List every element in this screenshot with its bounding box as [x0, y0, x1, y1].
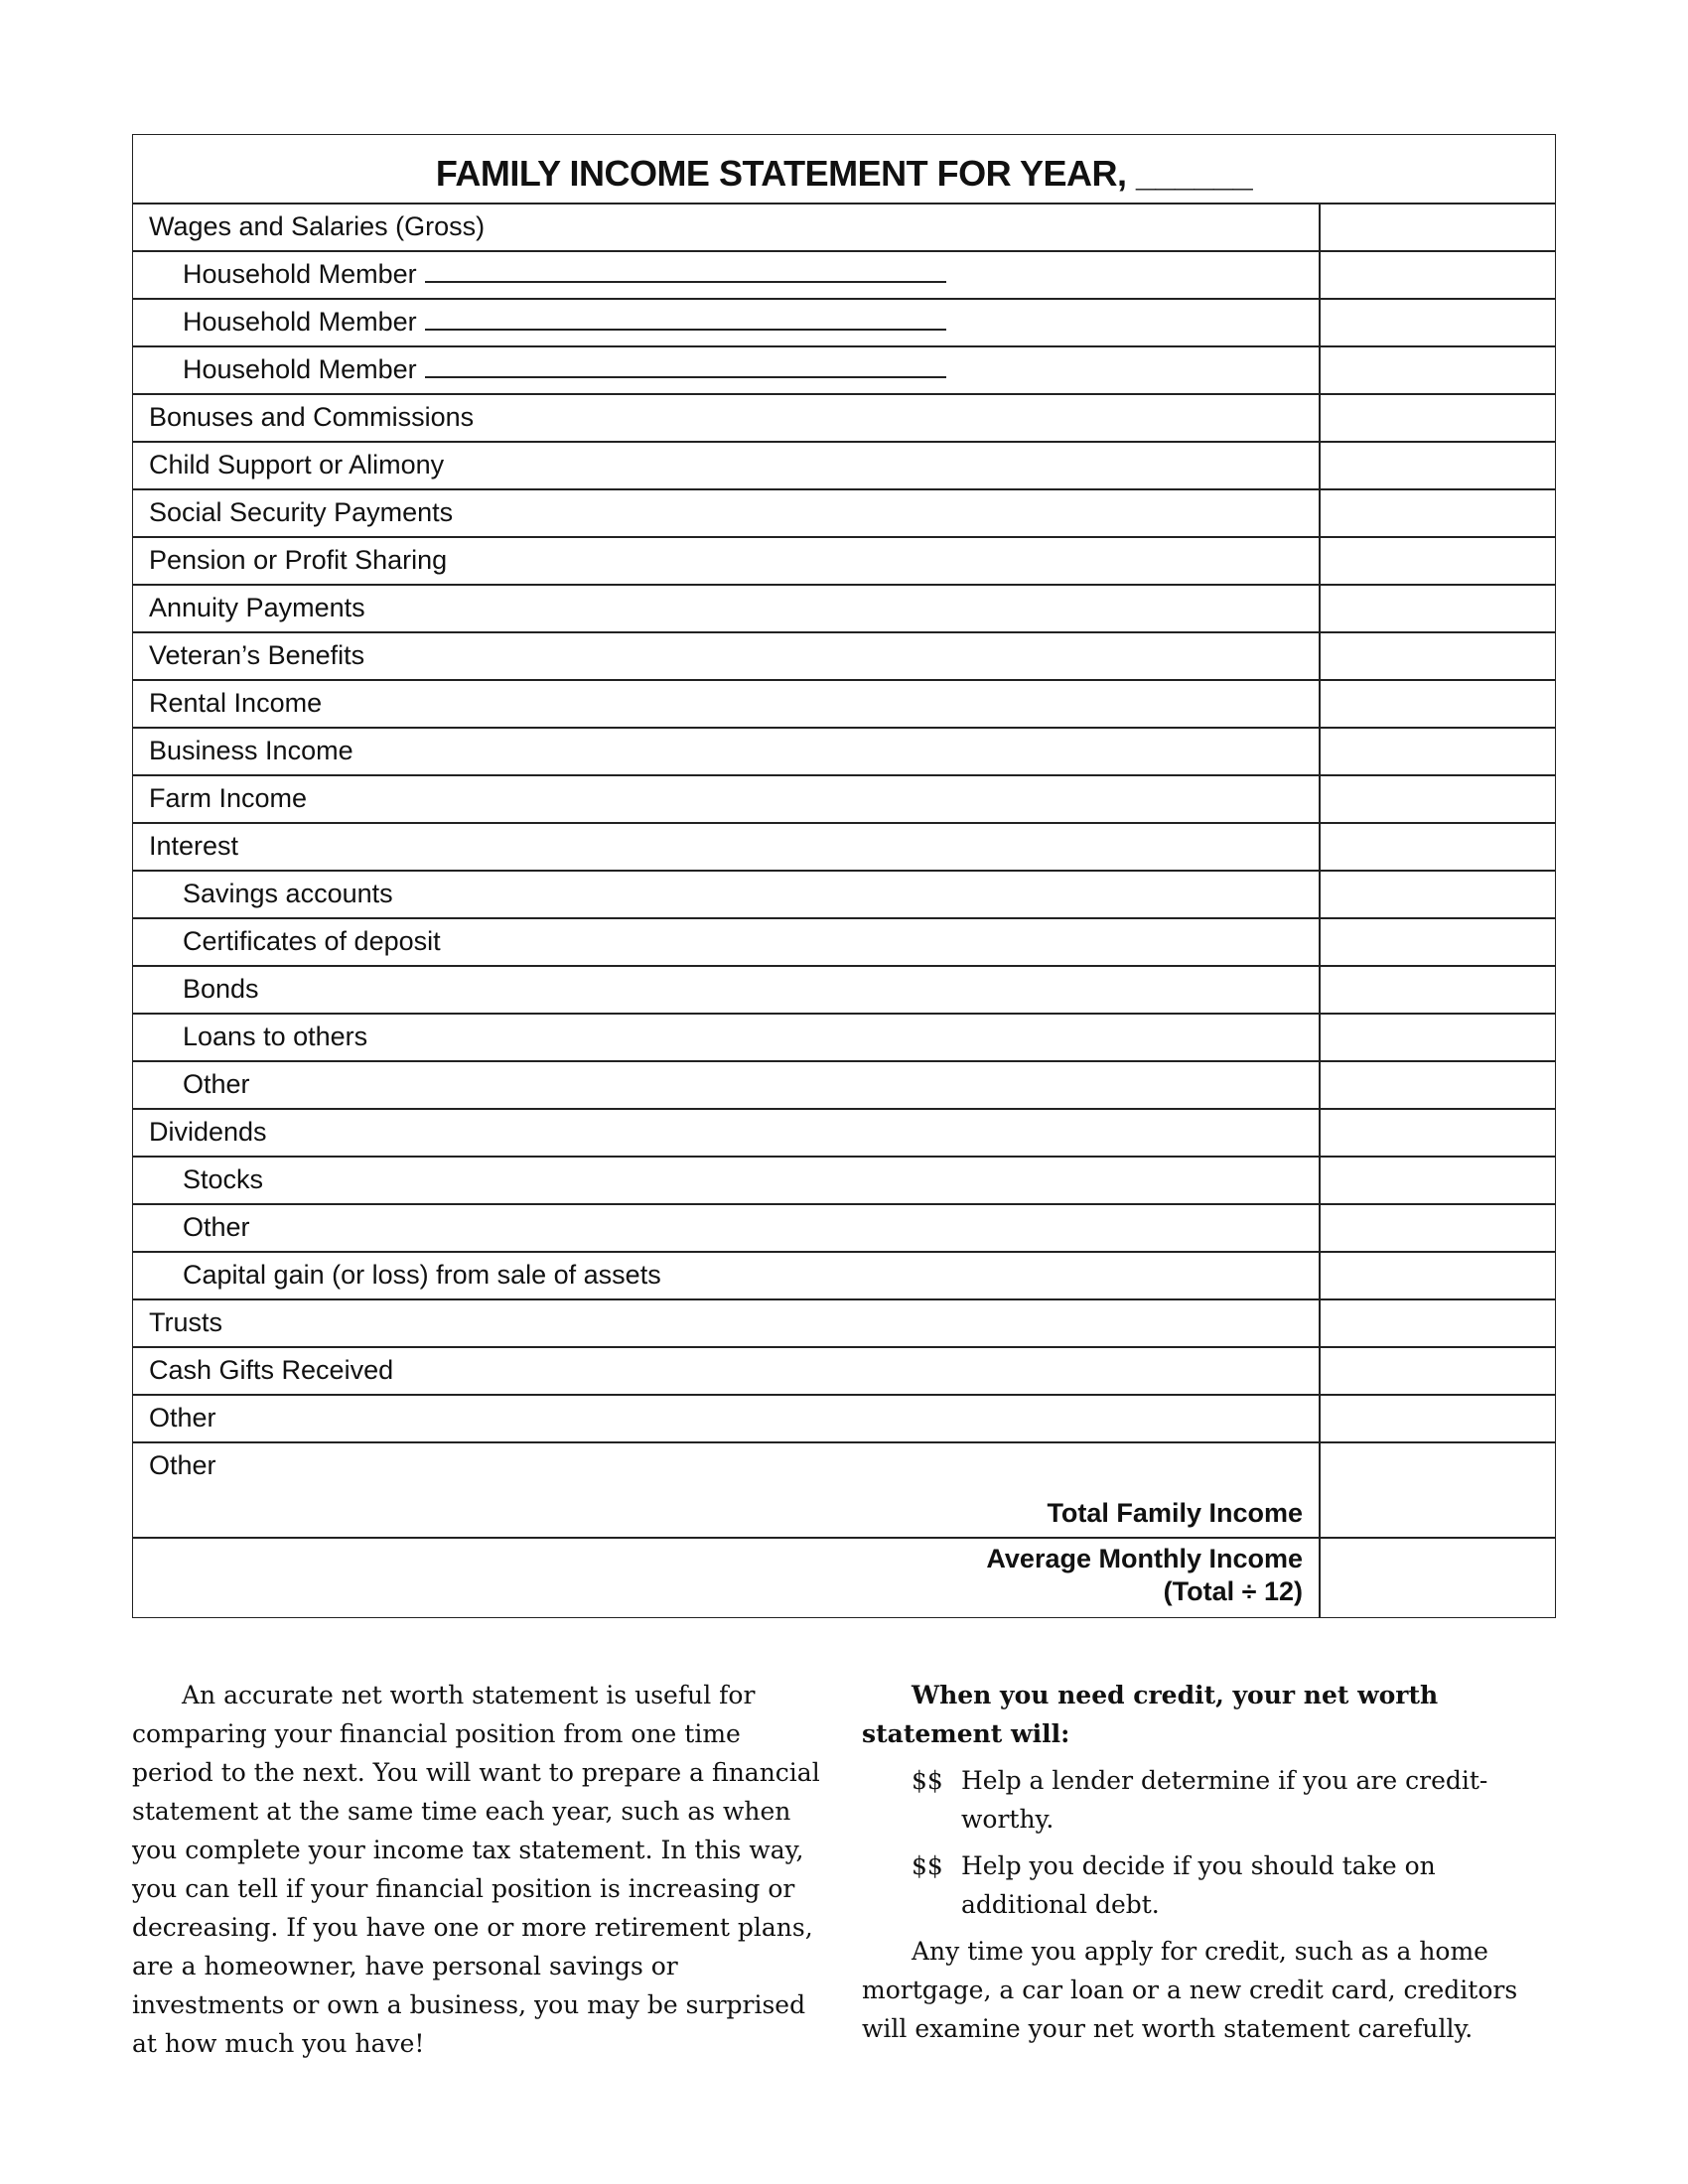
bullet-text: Help you decide if you should take on additional debt.: [961, 1851, 1436, 1919]
amount-cell[interactable]: [1319, 538, 1555, 584]
name-blank-line[interactable]: [425, 307, 946, 331]
row-label-text: Dividends: [149, 1117, 267, 1147]
average-label: [133, 1539, 1319, 1617]
table-row: [133, 633, 1555, 681]
row-label: [133, 300, 1319, 345]
row-label-text: Capital gain (or loss) from sale of assets: [183, 1260, 661, 1290]
row-label-text: Household Member: [183, 307, 417, 337]
amount-cell[interactable]: [1319, 252, 1555, 298]
row-label: [133, 681, 1319, 727]
amount-cell[interactable]: [1319, 347, 1555, 393]
table-row: [133, 824, 1555, 872]
row-label-text: Other: [149, 1403, 216, 1433]
average-label-line2: (Total ÷ 12): [1163, 1576, 1303, 1606]
table-row: [133, 586, 1555, 633]
table-row: [133, 1348, 1555, 1396]
right-column: [862, 1676, 1557, 2048]
amount-cell[interactable]: [1319, 1300, 1555, 1346]
table-row: [133, 1300, 1555, 1348]
credit-heading: When you need credit, your net worth statement will:: [862, 1681, 1439, 1748]
amount-cell[interactable]: [1319, 824, 1555, 870]
average-row: [133, 1539, 1555, 1617]
row-label: [133, 1205, 1319, 1251]
row-label-text: Other: [149, 1450, 216, 1480]
row-label: [133, 490, 1319, 536]
table-row: [133, 1015, 1555, 1062]
table-row: [133, 205, 1555, 252]
average-label-line1: Average Monthly Income: [986, 1544, 1303, 1573]
amount-cell[interactable]: [1319, 300, 1555, 345]
row-label: [133, 872, 1319, 917]
row-label: [133, 1062, 1319, 1108]
amount-cell[interactable]: [1319, 1253, 1555, 1298]
row-label: [133, 205, 1319, 250]
row-label-text: Other: [183, 1069, 250, 1099]
amount-cell[interactable]: [1319, 586, 1555, 631]
row-label: [133, 538, 1319, 584]
table-row: [133, 300, 1555, 347]
amount-cell[interactable]: [1319, 490, 1555, 536]
row-label: [133, 1348, 1319, 1394]
table-row: [133, 538, 1555, 586]
row-label: [133, 443, 1319, 488]
row-label-text: Certificates of deposit: [183, 926, 441, 956]
table-row: [133, 1205, 1555, 1253]
row-label-text: Veteran’s Benefits: [149, 640, 365, 670]
row-label: [133, 633, 1319, 679]
bullet-text: Help a lender determine if you are credit-worthy.: [961, 1766, 1488, 1834]
table-row: [133, 919, 1555, 967]
total-row: [133, 1491, 1555, 1539]
dollar-bullet-icon: $$: [912, 1851, 943, 1880]
row-label: [133, 824, 1319, 870]
row-label-text: Loans to others: [183, 1022, 368, 1051]
row-label: [133, 1253, 1319, 1298]
table-row: [133, 1062, 1555, 1110]
row-label-text: Child Support or Alimony: [149, 450, 445, 479]
table-row: [133, 347, 1555, 395]
amount-cell[interactable]: [1319, 681, 1555, 727]
row-label: [133, 586, 1319, 631]
row-label: [133, 347, 1319, 393]
table-row: [133, 967, 1555, 1015]
dollar-bullet-icon: $$: [912, 1766, 943, 1795]
row-label-text: Pension or Profit Sharing: [149, 545, 448, 575]
table-row: [133, 1158, 1555, 1205]
row-label-text: Stocks: [183, 1164, 264, 1194]
row-label: [133, 1110, 1319, 1156]
row-label-text: Annuity Payments: [149, 593, 365, 622]
row-label: [133, 1300, 1319, 1346]
total-value-cell[interactable]: [1319, 1491, 1555, 1537]
row-label-text: Trusts: [149, 1307, 222, 1337]
row-label-text: Farm Income: [149, 783, 308, 813]
amount-cell[interactable]: [1319, 1348, 1555, 1394]
row-label-text: Savings accounts: [183, 879, 393, 908]
row-label-text: Bonds: [183, 974, 259, 1004]
closing-paragraph: Any time you apply for credit, such as a home mortgage, a car loan or a new credit card, creditors will examine your net worth statement carefully.: [862, 1937, 1518, 2043]
name-blank-line[interactable]: [425, 259, 946, 283]
table-row: [133, 252, 1555, 300]
row-label: [133, 729, 1319, 774]
amount-cell[interactable]: [1319, 1396, 1555, 1441]
amount-cell[interactable]: [1319, 919, 1555, 965]
amount-cell[interactable]: [1319, 1015, 1555, 1060]
row-label: [133, 1443, 1319, 1491]
row-label-text: Social Security Payments: [149, 497, 454, 527]
row-label-text: Rental Income: [149, 688, 323, 718]
table-row: [133, 729, 1555, 776]
table-row: [133, 490, 1555, 538]
row-label-text: Household Member: [183, 354, 417, 384]
amount-cell[interactable]: [1319, 1062, 1555, 1108]
average-value-cell[interactable]: [1319, 1539, 1555, 1617]
table-title: FAMILY INCOME STATEMENT FOR YEAR, ______: [133, 135, 1555, 205]
table-row: [133, 1396, 1555, 1443]
total-label: Total Family Income: [1047, 1498, 1303, 1528]
bullet-item: [912, 1846, 1557, 1924]
amount-cell[interactable]: [1319, 729, 1555, 774]
row-label-text: Cash Gifts Received: [149, 1355, 394, 1385]
table-row: [133, 776, 1555, 824]
table-row: [133, 1253, 1555, 1300]
row-label-text: Bonuses and Commissions: [149, 402, 475, 432]
row-label-text: Business Income: [149, 736, 353, 765]
row-label: [133, 776, 1319, 822]
table-row: [133, 681, 1555, 729]
row-label: [133, 967, 1319, 1013]
row-label-text: Wages and Salaries (Gross): [149, 211, 486, 241]
row-label-text: Household Member: [183, 259, 417, 289]
table-row: [133, 1443, 1555, 1491]
amount-cell[interactable]: [1319, 1110, 1555, 1156]
row-label-text: Other: [183, 1212, 250, 1242]
row-label-text: Interest: [149, 831, 239, 861]
table-row: [133, 395, 1555, 443]
row-label: [133, 1158, 1319, 1203]
table-row: [133, 1110, 1555, 1158]
name-blank-line[interactable]: [425, 354, 946, 378]
table-row: [133, 443, 1555, 490]
row-label: [133, 1396, 1319, 1441]
income-statement-table: [132, 134, 1556, 1618]
amount-cell[interactable]: [1319, 872, 1555, 917]
row-label: [133, 395, 1319, 441]
amount-cell[interactable]: [1319, 443, 1555, 488]
amount-cell[interactable]: [1319, 776, 1555, 822]
row-label: [133, 1015, 1319, 1060]
left-column: [132, 1676, 827, 2063]
amount-cell[interactable]: [1319, 395, 1555, 441]
amount-cell[interactable]: [1319, 967, 1555, 1013]
amount-cell[interactable]: [1319, 633, 1555, 679]
table-row: [133, 872, 1555, 919]
bullet-item: [912, 1761, 1557, 1839]
amount-cell[interactable]: [1319, 1158, 1555, 1203]
amount-cell[interactable]: [1319, 1443, 1555, 1491]
row-label: [133, 919, 1319, 965]
net-worth-paragraph: An accurate net worth statement is useful for comparing your financial position from one time period to the next. You will want to prepare a financial statement at the same time each year, such as when you complete your income tax statement. In this way, you can tell if your financial position is increasing or decreasing. If you have one or more retirement plans, are a homeowner, have personal savings or investments or own a business, you may be surprised at how much you have!: [132, 1681, 820, 2058]
amount-cell[interactable]: [1319, 205, 1555, 250]
row-label: [133, 252, 1319, 298]
amount-cell[interactable]: [1319, 1205, 1555, 1251]
